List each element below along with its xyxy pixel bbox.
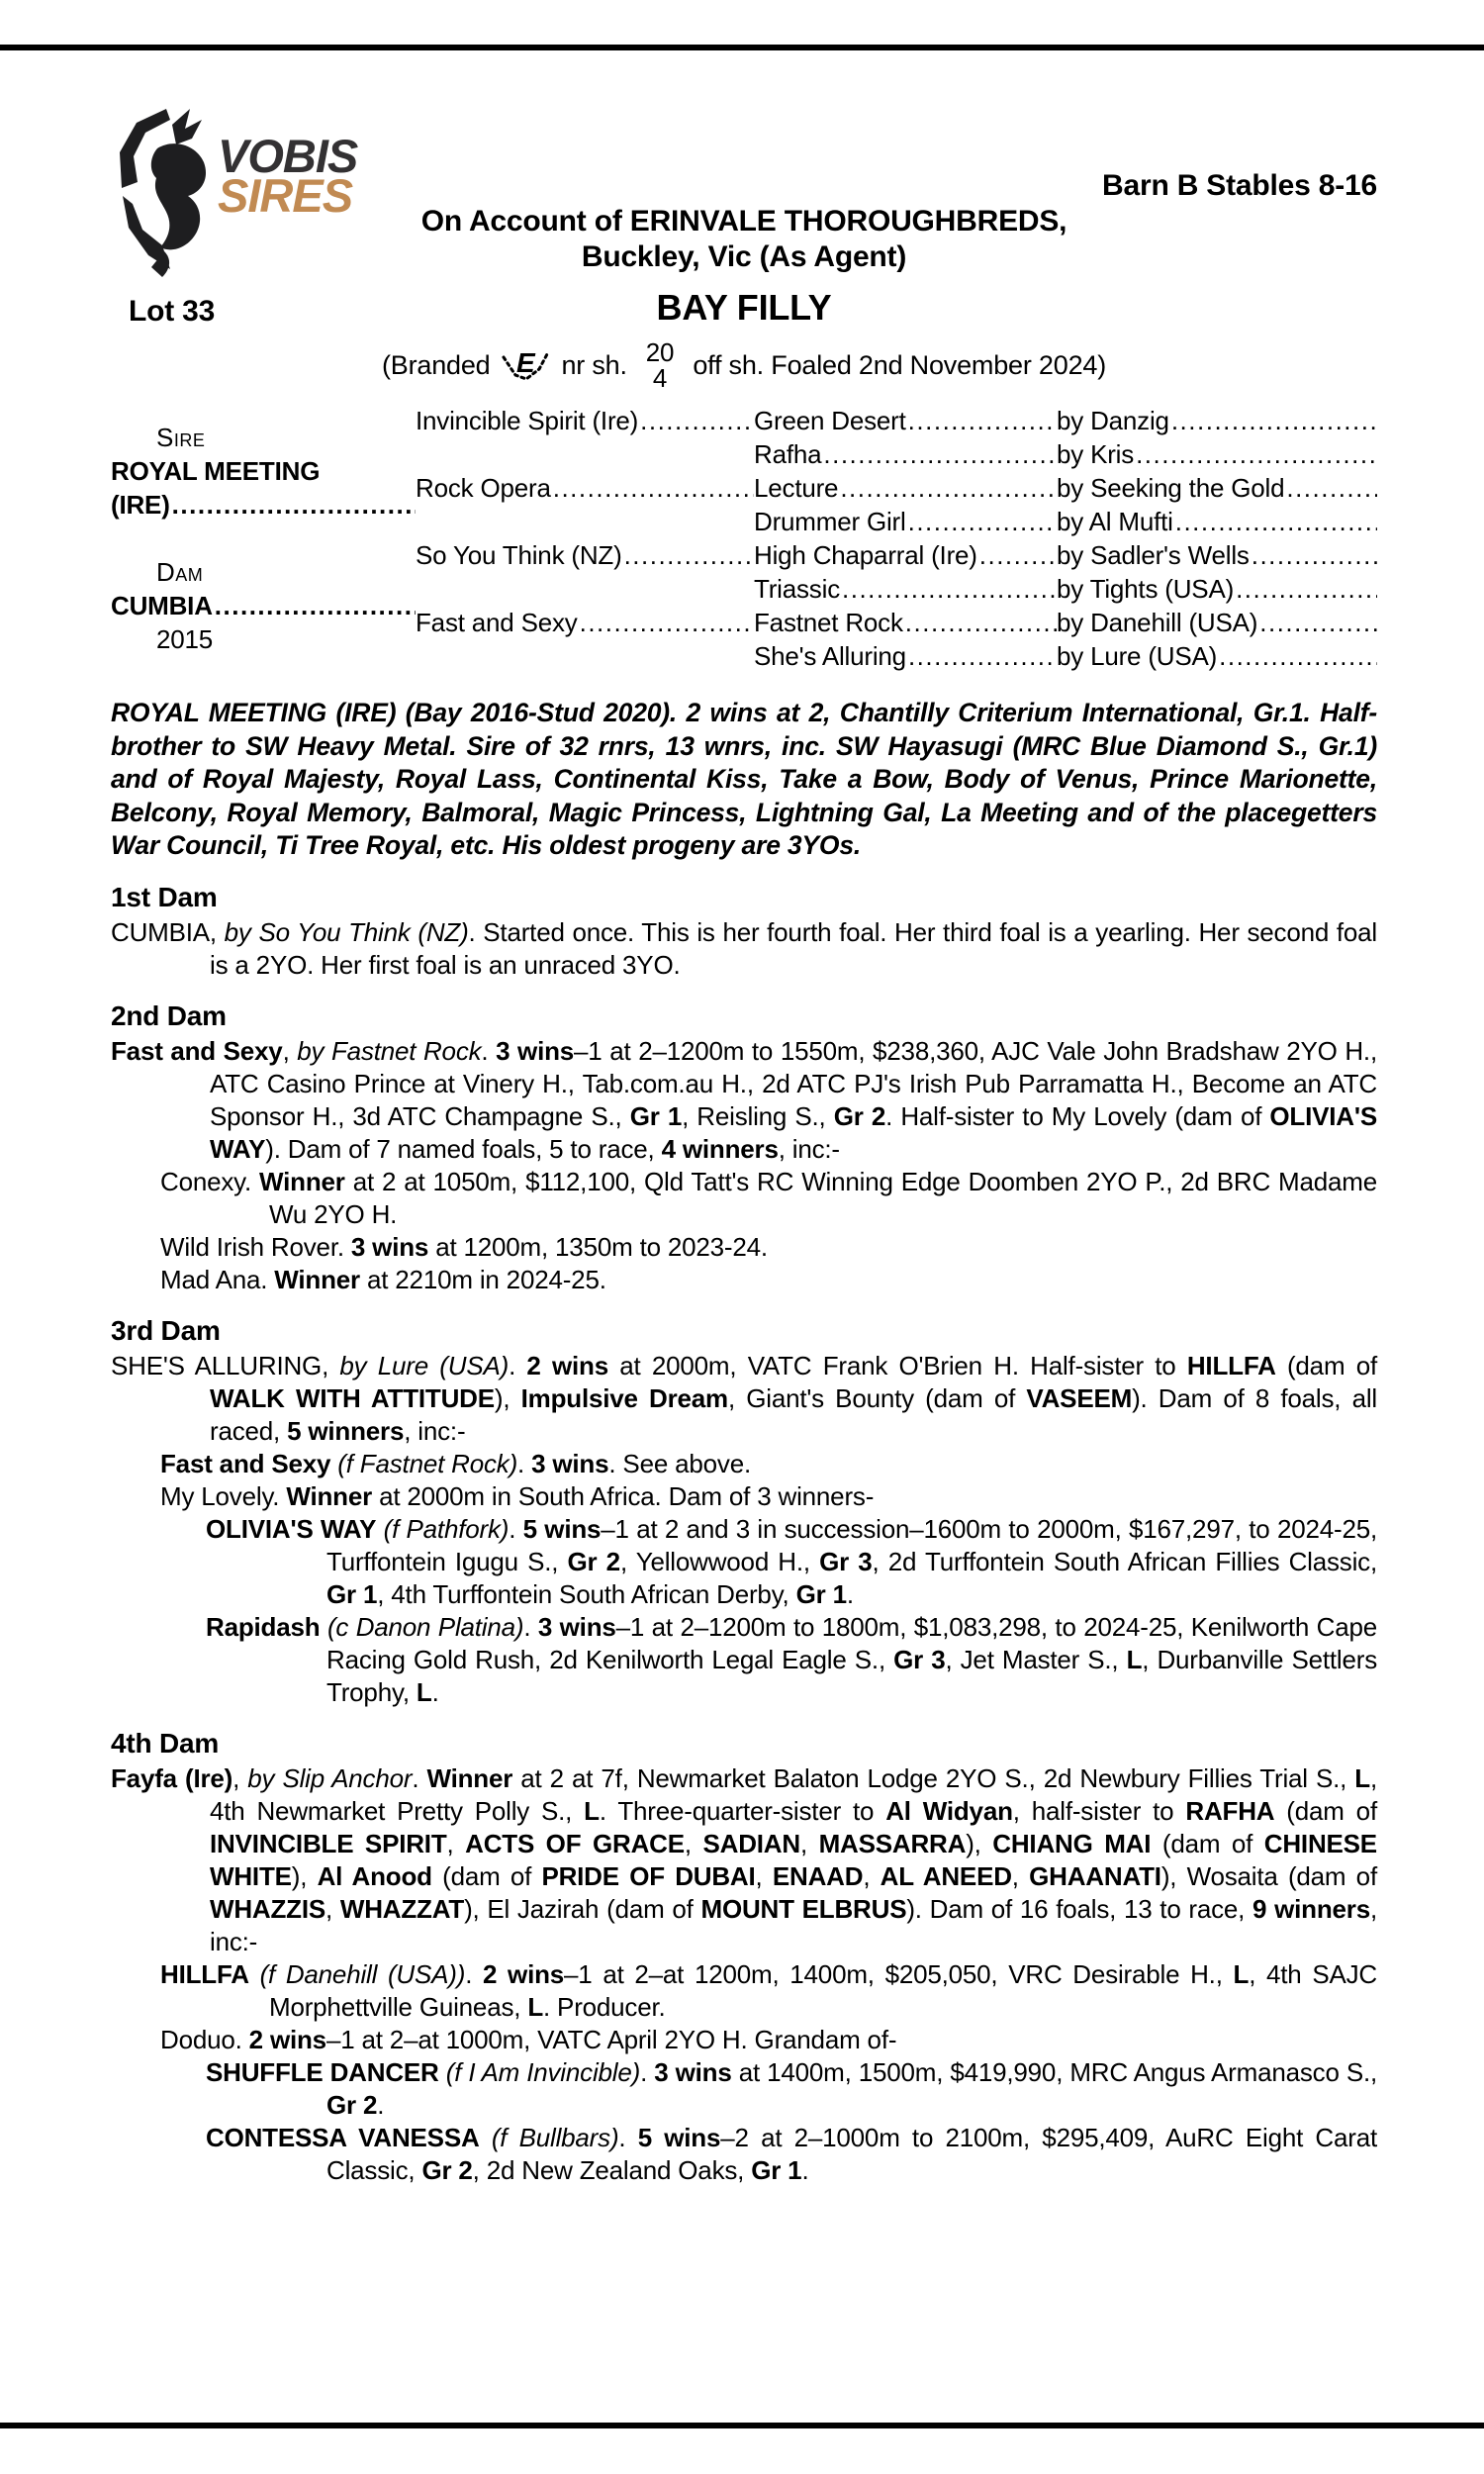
dam-sections xyxy=(111,882,1377,2187)
gen3-by-3: by Al Mufti ..... xyxy=(1057,505,1377,538)
gen3-name-6: Fastnet Rock ..... xyxy=(754,606,1057,639)
sire-name: ROYAL MEETING xyxy=(111,456,321,486)
gen3-name-0: Green Desert ..... xyxy=(754,404,1057,437)
pedigree-paragraph: Fast and Sexy (f Fastnet Rock). 3 wins. See above. xyxy=(160,1448,751,1478)
page-content xyxy=(111,95,1377,2187)
top-rule xyxy=(0,45,1484,50)
leader-dots xyxy=(1219,639,1377,673)
year-brand xyxy=(646,339,675,391)
logo-sires-text: SIRES xyxy=(218,169,353,222)
lot-number: Lot 33 xyxy=(129,295,216,328)
dam-section-heading: 3rd Dam xyxy=(111,1314,221,1346)
leader-dots xyxy=(624,538,754,572)
barn-stables-label: Barn B Stables 8-16 xyxy=(1102,169,1377,202)
pedigree-paragraph: Wild Irish Rover. 3 wins at 1200m, 1350m to 2023-24. xyxy=(160,1231,768,1262)
leader-dots xyxy=(1175,505,1377,538)
pedigree-paragraph: My Lovely. Winner at 2000m in South Africa. Dam of 3 winners- xyxy=(160,1480,875,1511)
gen3-by-1: by Kris ..... xyxy=(1057,437,1377,471)
gen3-by-7: by Lure (USA) ..... xyxy=(1057,639,1377,673)
dam-label: Dam xyxy=(156,557,204,587)
vendor-account-line2: Buckley, Vic (As Agent) xyxy=(581,240,907,273)
leader-dots xyxy=(908,404,1057,437)
pedigree-paragraph: OLIVIA'S WAY (f Pathfork). 5 wins–1 at 2 and 3 in succession–1600m to 2000m, $167,297, to 2024-25, Turffontein Igugu S., Gr 2, Yellowwood H., Gr 3, 2d Turffontein South African Fillies Classic, Gr 1, 4th Turffontein South African Derby, Gr 1. xyxy=(206,1513,1378,1609)
leader-dots xyxy=(580,606,754,639)
vendor-account-line1: On Account of ERINVALE THOROUGHBREDS, xyxy=(420,205,1067,238)
gen3-name-1: Rafha ..... xyxy=(754,437,1057,471)
bottom-rule xyxy=(0,2423,1484,2428)
gen3-by-4: by Sadler's Wells ..... xyxy=(1057,538,1377,572)
leader-dots xyxy=(1259,606,1377,639)
gen3-by-5: by Tights (USA) ..... xyxy=(1057,572,1377,606)
pedigree-paragraph: Mad Ana. Winner at 2210m in 2024-25. xyxy=(160,1264,606,1294)
leader-dots xyxy=(1286,471,1377,505)
gen3-name-4: High Chaparral (Ire) ..... xyxy=(754,538,1057,572)
pedigree-paragraph: Rapidash (c Danon Platina). 3 wins–1 at 2–1200m to 1800m, $1,083,298, to 2024-25, Kenilworth Cape Racing Gold Rush, 2d Kenilworth Legal Eagle S., Gr 3, Jet Master S., L, Durbanville Settlers Trophy, L. xyxy=(206,1611,1377,1707)
pedigree-paragraph: HILLFA (f Danehill (USA)). 2 wins–1 at 2–at 1200m, 1400m, $205,050, VRC Desirable H., L, 4th SAJC Morphettville Guineas, L. Producer. xyxy=(160,1958,1377,2022)
branded-suffix: off sh. Foaled 2nd November 2024) xyxy=(693,349,1106,380)
dam-section-heading: 1st Dam xyxy=(111,881,218,912)
pedigree-paragraph: SHE'S ALLURING, by Lure (USA). 2 wins at 2000m, VATC Frank O'Brien H. Half-sister to HILLFA (dam of WALK WITH ATTITUDE), Impulsive Dream, Giant's Bounty (dam of VASEEM). Dam of 8 foals, all raced, 5 winners, inc:- xyxy=(111,1350,1377,1446)
gen3-name-3: Drummer Girl ..... xyxy=(754,505,1057,538)
sire-label: Sire xyxy=(156,423,206,452)
leader-dots xyxy=(840,471,1057,505)
pedigree-paragraph: Conexy. Winner at 2 at 1050m, $112,100, Qld Tatt's RC Winning Edge Doomben 2YO P., 2d BRC Madame Wu 2YO H. xyxy=(160,1166,1377,1229)
pedigree-paragraph: Fayfa (Ire), by Slip Anchor. Winner at 2 at 7f, Newmarket Balaton Lodge 2YO S., 2d Newbury Fillies Trial S., L, 4th Newmarket Pretty Polly S., L. Three-quarter-sister to Al Widyan, half-sister to RAFHA (dam of INVINCIBLE SPIRIT, ACTS OF GRACE, SADIAN, MASSARRA), CHIANG MAI (dam of CHINESE WHITE), Al Anood (dam of PRIDE OF DUBAI, ENAAD, AL ANEED, GHAANATI), Wosaita (dam of WHAZZIS, WHAZZAT), El Jazirah (dam of MOUNT ELBRUS). Dam of 16 foals, 13 to race, 9 winners, inc:- xyxy=(111,1762,1377,1956)
leader-dots xyxy=(1252,538,1377,572)
dam-year: 2015 xyxy=(156,624,214,654)
horse-rider-icon xyxy=(111,105,216,279)
gen2-dam-dam: Fast and Sexy ..... xyxy=(416,606,754,673)
leader-dots xyxy=(1136,437,1377,471)
leader-dots xyxy=(905,606,1057,639)
pedigree-paragraph: Fast and Sexy, by Fastnet Rock. 3 wins–1 at 2–1200m to 1550m, $238,360, AJC Vale John Bradshaw 2YO H., ATC Casino Prince at Vinery H., Tab.com.au H., 2d ATC PJ's Irish Pub Parramatta H., Become an ATC Sponsor H., 3d ATC Champagne S., Gr 1, Reisling S., Gr 2. Half-sister to My Lovely (dam of OLIVIA'S WAY). Dam of 7 named foals, 5 to race, 4 winners, inc:- xyxy=(111,1035,1378,1164)
sire-suffix: (IRE) ..... xyxy=(111,488,416,522)
vobis-sires-logo xyxy=(111,105,357,279)
branded-prefix: (Branded xyxy=(381,349,491,380)
dam-section-heading: 4th Dam xyxy=(111,1727,220,1759)
leader-dots xyxy=(842,572,1057,606)
leader-dots xyxy=(640,404,754,437)
leader-dots xyxy=(823,437,1057,471)
sire-block xyxy=(111,404,416,538)
leader-dots xyxy=(908,505,1057,538)
leader-dots xyxy=(215,589,416,622)
leader-dots xyxy=(1236,572,1377,606)
gen3-name-5: Triassic ..... xyxy=(754,572,1057,606)
logo-text xyxy=(218,130,358,222)
dam-name: CUMBIA ..... xyxy=(111,589,416,622)
dam-section-heading: 2nd Dam xyxy=(111,999,227,1031)
pedigree-paragraph: CUMBIA, by So You Think (NZ). Started once. This is her fourth foal. Her third foal is a yearling. Her second foal is a 2YO. Her first foal is an unraced 3YO. xyxy=(111,916,1377,980)
gen2-sire-dam: Rock Opera ..... xyxy=(416,471,754,538)
branded-near-side: nr sh. xyxy=(561,349,627,380)
gen3-name-2: Lecture ..... xyxy=(754,471,1057,505)
gen3-by-6: by Danehill (USA) ..... xyxy=(1057,606,1377,639)
pedigree-paragraph: Doduo. 2 wins–1 at 2–at 1000m, VATC April 2YO H. Grandam of- xyxy=(160,2024,897,2054)
gen3-by-2: by Seeking the Gold ..... xyxy=(1057,471,1377,505)
leader-dots xyxy=(1171,404,1377,437)
pedigree-paragraph: SHUFFLE DANCER (f I Am Invincible). 3 wins at 1400m, 1500m, $419,990, MRC Angus Armanasco S., Gr 2. xyxy=(206,2056,1378,2120)
year-brand-bottom: 4 xyxy=(652,363,668,393)
leader-dots xyxy=(908,639,1057,673)
brand-mark-icon xyxy=(500,345,551,389)
logo-vobis-text: VOBIS xyxy=(218,130,358,182)
leader-dots xyxy=(979,538,1057,572)
pedigree-paragraph: CONTESSA VANESSA (f Bullbars). 5 wins–2 at 2–1000m to 2100m, $295,409, AuRC Eight Carat Classic, Gr 2, 2d New Zealand Oaks, Gr 1. xyxy=(206,2122,1377,2185)
gen2-dam-sire: So You Think (NZ) ..... xyxy=(416,538,754,606)
leader-dots xyxy=(172,488,416,522)
gen2-sire-sire: Invincible Spirit (Ire) ..... xyxy=(416,404,754,471)
branding-line xyxy=(111,334,1377,396)
horse-title: BAY FILLY xyxy=(656,287,832,328)
sire-blurb: ROYAL MEETING (IRE) (Bay 2016-Stud 2020). 2 wins at 2, Chantilly Criterium International, Gr.1. Half-brother to SW Heavy Metal. Sire of 32 rnrs, 13 wnrs, inc. SW Hayasugi (MRC Blue Diamond S., Gr.1) and of Royal Majesty, Royal Lass, Continental Kiss, Take a Bow, Body of Venus, Prince Marionette, Belcony, Royal Memory, Balmoral, Magic Princess, Lightning Gal, La Meeting and of the placegetters War Council, Ti Tree Royal, etc. His oldest progeny are 3YOs. xyxy=(111,698,1377,860)
year-brand-top: 20 xyxy=(645,337,675,367)
dam-block xyxy=(111,538,416,673)
gen3-name-7: She's Alluring ..... xyxy=(754,639,1057,673)
leader-dots xyxy=(553,471,754,505)
gen3-by-0: by Danzig ..... xyxy=(1057,404,1377,437)
lot-title-row xyxy=(111,285,1377,331)
page-header xyxy=(111,95,1377,281)
pedigree-table xyxy=(111,404,1377,673)
brand-letter: E xyxy=(516,347,535,378)
